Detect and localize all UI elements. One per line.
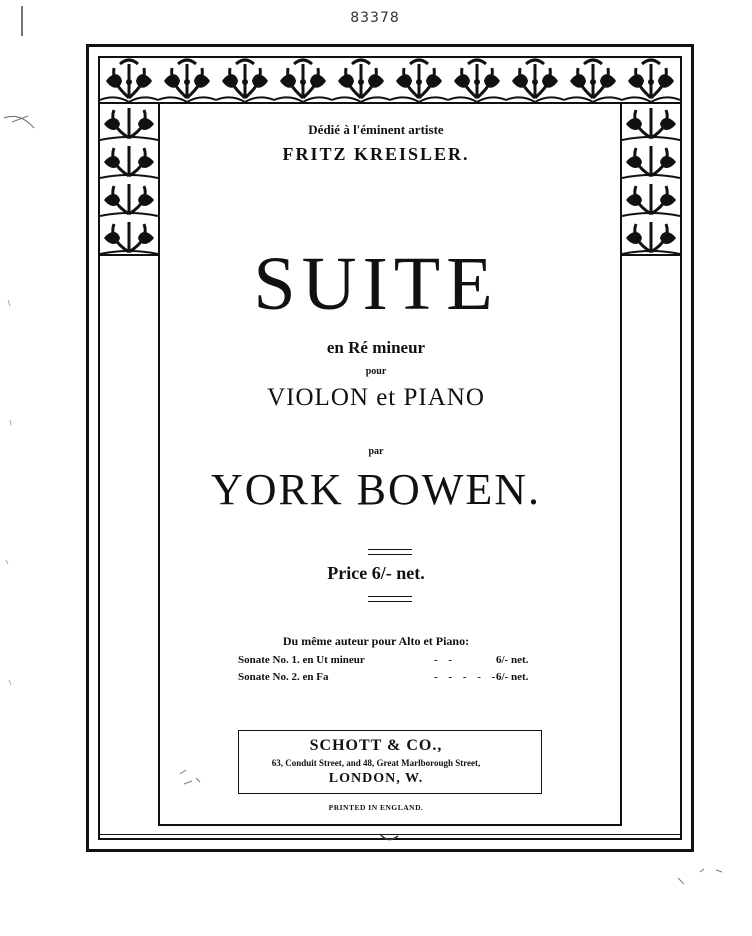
work-key: en Ré mineur (326, 338, 426, 357)
leader-dashes: - - (434, 654, 457, 666)
par-label: par (368, 446, 384, 457)
publisher-name: SCHOTT & CO., (309, 737, 443, 754)
work-item-title: Sonate No. 1. en Ut mineur (238, 654, 365, 666)
dedication-line: Dédié à l'éminent artiste (308, 122, 444, 137)
publisher-city: LONDON, W. (328, 771, 424, 786)
work-item-price: 6/- net. (496, 671, 529, 683)
printed-in-note: PRINTED IN ENGLAND. (328, 803, 424, 812)
composer-name: YORK BOWEN. (211, 465, 541, 514)
dedicatee-name: FRITZ KREISLER. (282, 144, 470, 164)
instrumentation: VIOLON et PIANO (267, 384, 485, 411)
ornament-top-band (100, 58, 680, 104)
publisher-address: 63, Conduit Street, and 48, Great Marlborough Street, (271, 758, 481, 768)
pour-label: pour (365, 366, 387, 377)
leader-dashes: - - - - - (434, 671, 500, 683)
work-title: SUITE (253, 242, 499, 326)
price-line: Price 6/- net. (327, 563, 425, 583)
work-item-title: Sonate No. 2. en Fa (238, 671, 329, 683)
divider-rule (368, 549, 412, 555)
work-item-price: 6/- net. (496, 654, 529, 666)
divider-rule (368, 596, 412, 602)
other-works-heading: Du même auteur pour Alto et Piano: (282, 634, 470, 648)
bottom-rule (100, 834, 680, 835)
catalog-number: 83378 (350, 10, 400, 26)
